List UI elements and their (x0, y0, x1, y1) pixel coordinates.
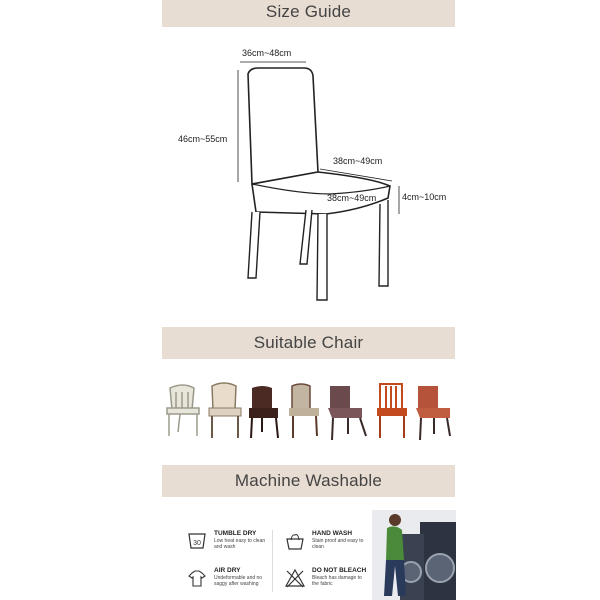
back-width-label: 36cm~48cm (242, 48, 292, 58)
tumble-temp: 30 (193, 540, 201, 547)
size-guide-title: Size Guide (265, 2, 352, 21)
seat-thickness-label: 4cm~10cm (402, 192, 447, 202)
seat-width-label: 38cm~49cm (327, 193, 377, 203)
seat-depth-label: 38cm~49cm (333, 156, 383, 166)
care-title: DO NOT BLEACH (312, 567, 367, 574)
back-height-label: 46cm~55cm (178, 134, 228, 144)
person (389, 514, 401, 526)
suitable-chair-title: Suitable Chair (253, 333, 364, 352)
care-desc: Bleach has damage to the fabric (312, 575, 362, 587)
machine-washable-title: Machine Washable (234, 471, 383, 490)
care-title: TUMBLE DRY (214, 530, 257, 537)
care-desc: Low heat easy to clean and wash (214, 538, 266, 550)
care-title: HAND WASH (312, 530, 353, 537)
care-desc: Stain proof and easy to clean (312, 538, 364, 550)
care-desc: Undeformable and no saggy after washing (214, 575, 263, 587)
care-title: AIR DRY (214, 567, 241, 574)
